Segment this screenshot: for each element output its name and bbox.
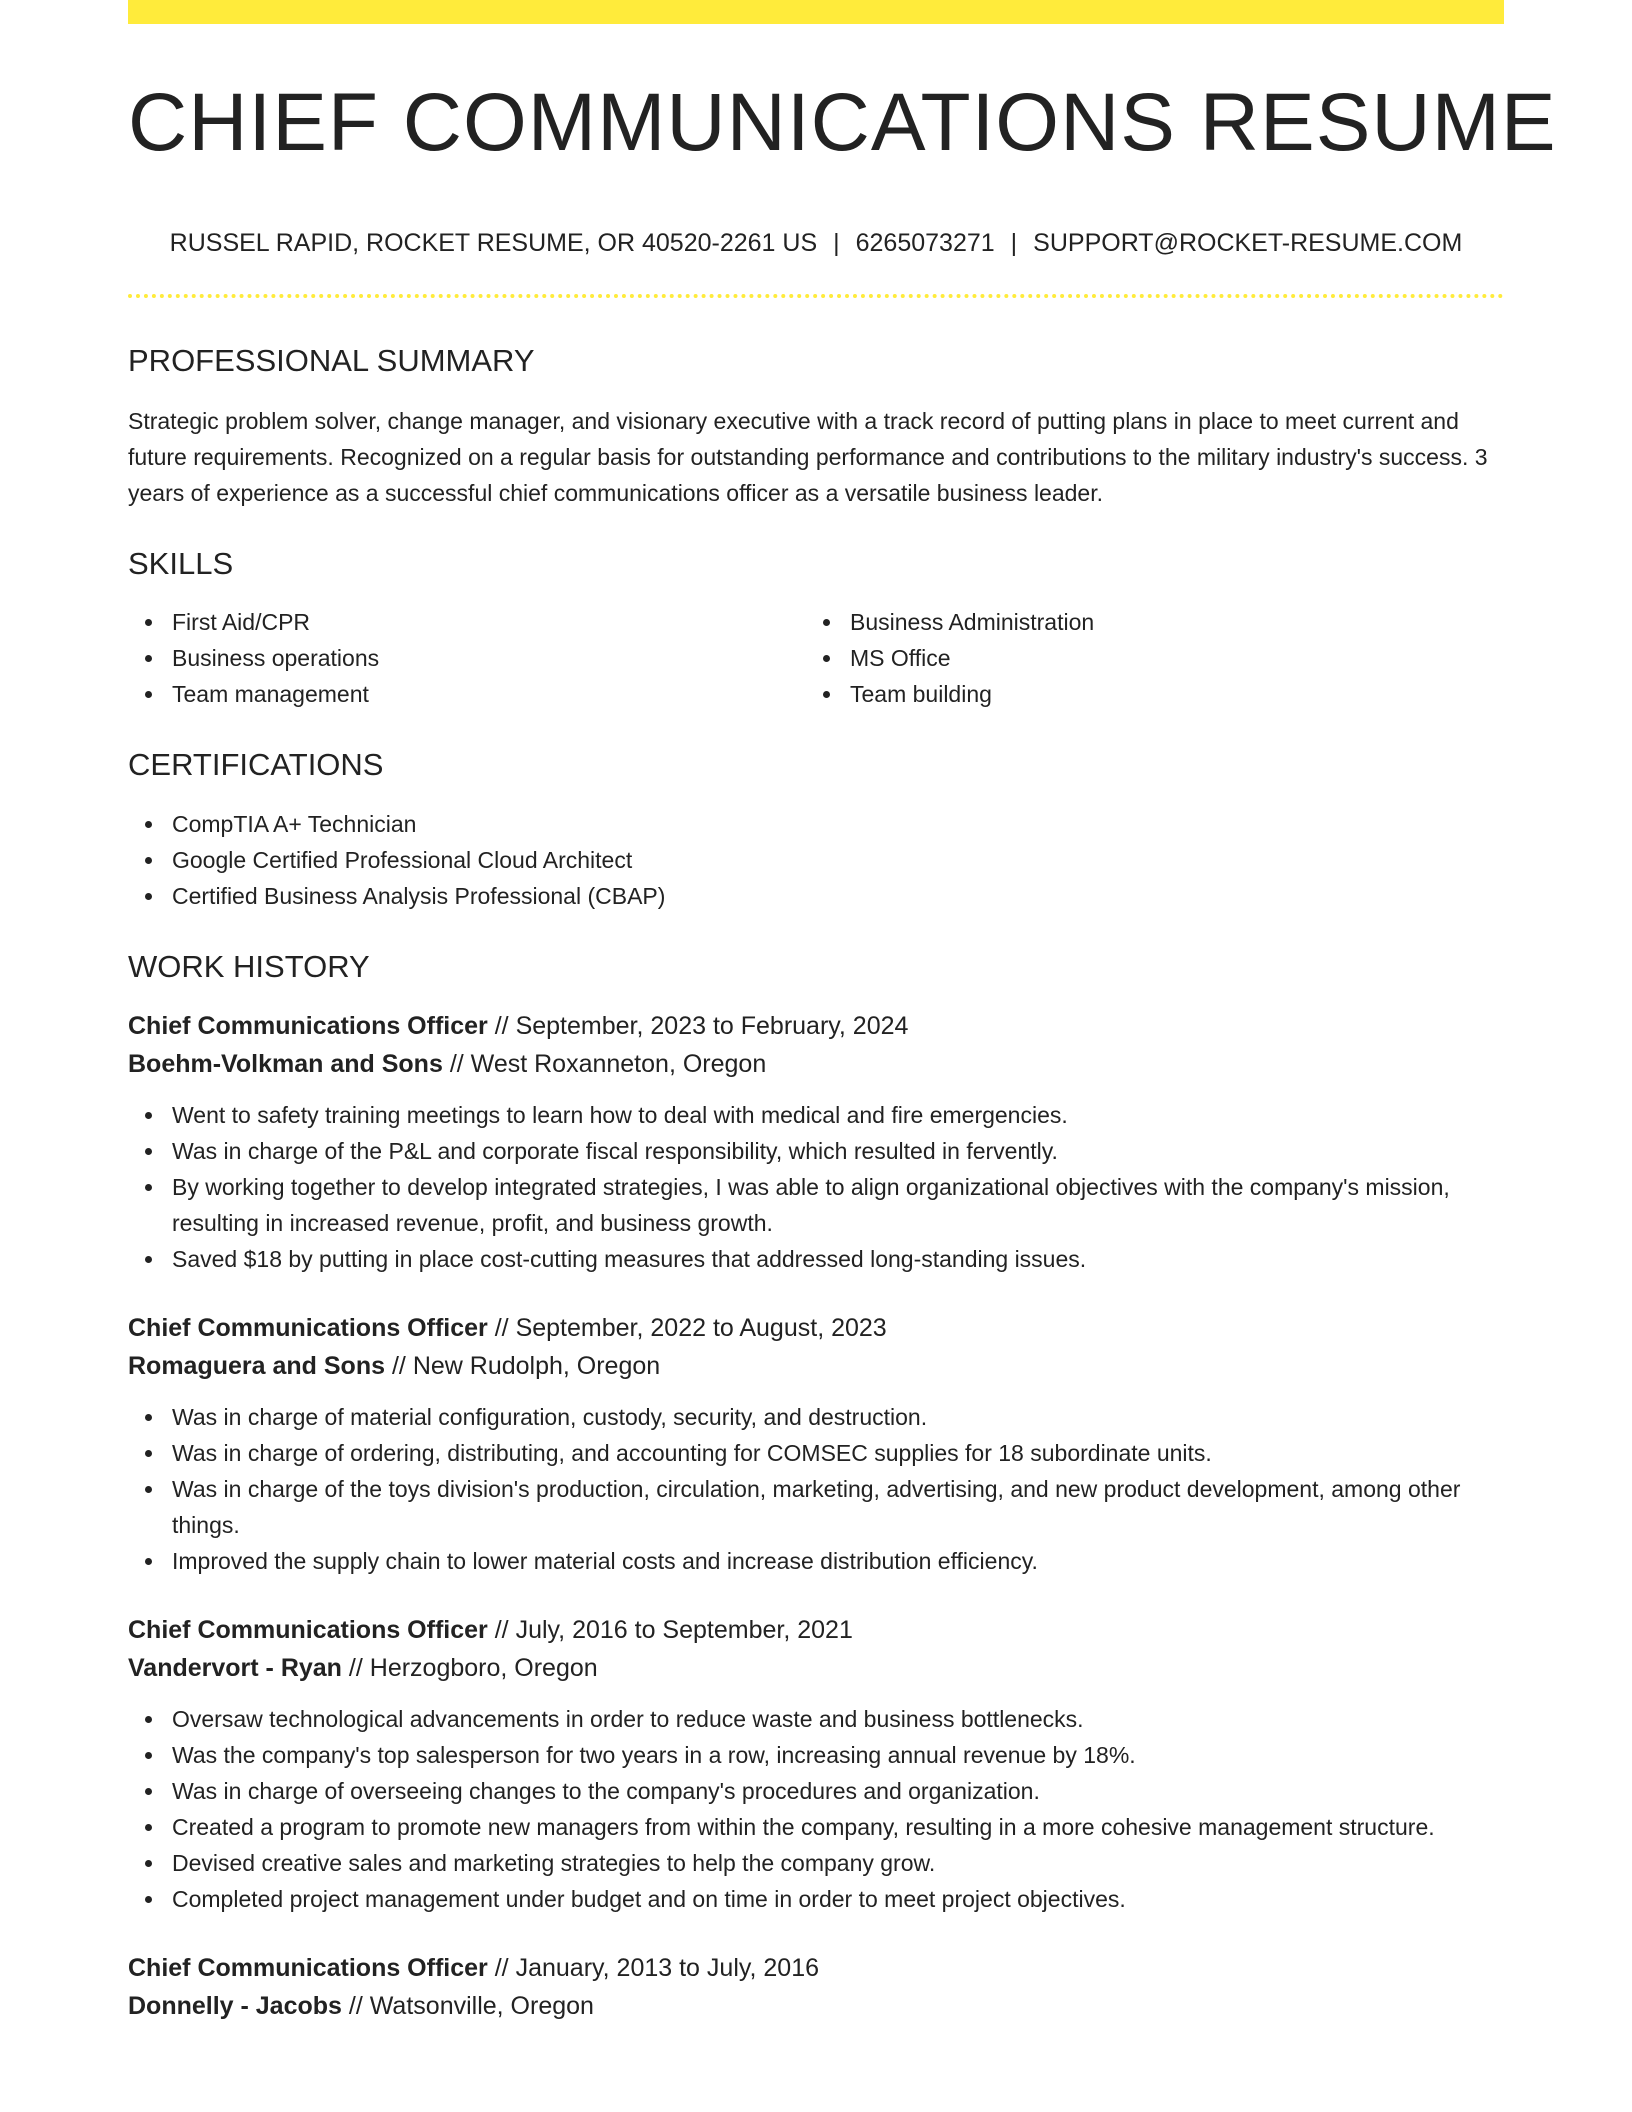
contact-line xyxy=(128,228,1504,258)
skill-item: Business Administration xyxy=(850,604,1484,640)
skills-grid xyxy=(128,604,1504,712)
job-company-line xyxy=(128,1045,1504,1083)
job-dates: September, 2022 to August, 2023 xyxy=(515,1313,887,1342)
job-title: Chief Communications Officer xyxy=(128,1011,488,1040)
job-title-line xyxy=(128,1007,1504,1045)
accent-top-bar xyxy=(128,0,1504,24)
job-bullet: Was in charge of overseeing changes to the company's procedures and organization. xyxy=(172,1773,1504,1809)
job-company: Boehm-Volkman and Sons xyxy=(128,1049,443,1078)
certification-item: Google Certified Professional Cloud Architect xyxy=(172,842,1504,878)
work-history-heading: WORK HISTORY xyxy=(128,948,370,984)
job-bullet: Went to safety training meetings to learn how to deal with medical and fire emergencies. xyxy=(172,1097,1504,1133)
job-title: Chief Communications Officer xyxy=(128,1615,488,1644)
job-company: Romaguera and Sons xyxy=(128,1351,385,1380)
skills-column-left xyxy=(128,604,806,712)
job-divider: // xyxy=(494,1615,509,1644)
job-divider: // xyxy=(494,1011,509,1040)
skill-item: Team management xyxy=(172,676,806,712)
job-dates: January, 2013 to July, 2016 xyxy=(515,1953,820,1982)
job-bullet: Was in charge of ordering, distributing, and accounting for COMSEC supplies for 18 subordinate units. xyxy=(172,1435,1504,1471)
job-bullet: Saved $18 by putting in place cost-cutting measures that addressed long-standing issues. xyxy=(172,1241,1504,1277)
job-title-line xyxy=(128,1309,1504,1347)
skills-heading: SKILLS xyxy=(128,546,234,582)
job-bullet-list xyxy=(128,1097,1504,1277)
job-bullet: By working together to develop integrated strategies, I was able to align organizational objectives with the company's mission, resulting in increased revenue, profit, and business growth. xyxy=(172,1169,1504,1241)
job-company: Vandervort - Ryan xyxy=(128,1653,342,1682)
job-bullet: Oversaw technological advancements in order to reduce waste and business bottlenecks. xyxy=(172,1701,1504,1737)
certification-item: CompTIA A+ Technician xyxy=(172,806,1504,842)
job-entry xyxy=(128,1309,1504,1579)
job-company: Donnelly - Jacobs xyxy=(128,1991,342,2020)
job-bullet: Was in charge of material configuration, custody, security, and destruction. xyxy=(172,1399,1504,1435)
certification-item: Certified Business Analysis Professional (CBAP) xyxy=(172,878,1504,914)
job-divider: // xyxy=(449,1049,464,1078)
job-bullet: Was the company's top salesperson for two years in a row, increasing annual revenue by 18%. xyxy=(172,1737,1504,1773)
job-entry xyxy=(128,1949,1504,2025)
job-divider: // xyxy=(348,1991,363,2020)
contact-phone: 6265073271 xyxy=(855,229,995,257)
job-bullet: Created a program to promote new managers from within the company, resulting in a more cohesive management structure. xyxy=(172,1809,1504,1845)
job-bullet: Devised creative sales and marketing strategies to help the company grow. xyxy=(172,1845,1504,1881)
job-title-line xyxy=(128,1611,1504,1649)
job-bullet: Was in charge of the P&L and corporate fiscal responsibility, which resulted in fervently. xyxy=(172,1133,1504,1169)
job-location: Herzogboro, Oregon xyxy=(369,1653,598,1682)
job-bullet: Completed project management under budget and on time in order to meet project objectives. xyxy=(172,1881,1504,1917)
job-location: Watsonville, Oregon xyxy=(369,1991,594,2020)
contact-separator: | xyxy=(1010,229,1018,257)
job-dates: July, 2016 to September, 2021 xyxy=(515,1615,853,1644)
job-bullet-list xyxy=(128,1701,1504,1917)
resume-title: CHIEF COMMUNICATIONS RESUME xyxy=(128,77,1557,168)
summary-text: Strategic problem solver, change manager, and visionary executive with a track record of putting plans in place to meet current and future requirements. Recognized on a regular basis for outstanding performance and contributions to the military industry's success. 3 years of experience as a successful chief communications officer as a versatile business leader. xyxy=(128,408,1488,507)
job-title: Chief Communications Officer xyxy=(128,1313,488,1342)
job-divider: // xyxy=(391,1351,406,1380)
job-bullet: Was in charge of the toys division's production, circulation, marketing, advertising, and new product development, among other things. xyxy=(172,1471,1504,1543)
job-location: West Roxanneton, Oregon xyxy=(470,1049,767,1078)
skill-item: MS Office xyxy=(850,640,1484,676)
job-divider: // xyxy=(348,1653,363,1682)
contact-email: SUPPORT@ROCKET-RESUME.COM xyxy=(1033,229,1463,257)
job-entry xyxy=(128,1007,1504,1277)
job-title-line xyxy=(128,1949,1504,1987)
resume-page xyxy=(128,0,1557,2025)
job-bullet-list xyxy=(128,1399,1504,1579)
job-location: New Rudolph, Oregon xyxy=(412,1351,661,1380)
skill-item: Business operations xyxy=(172,640,806,676)
skill-item: Team building xyxy=(850,676,1484,712)
job-company-line xyxy=(128,1347,1504,1385)
certifications-list xyxy=(128,806,1504,914)
certifications-heading: CERTIFICATIONS xyxy=(128,747,384,783)
dotted-divider xyxy=(128,294,1504,298)
job-bullet: Improved the supply chain to lower material costs and increase distribution efficiency. xyxy=(172,1543,1504,1579)
job-entry xyxy=(128,1611,1504,1917)
job-company-line xyxy=(128,1987,1504,2025)
skill-item: First Aid/CPR xyxy=(172,604,806,640)
job-divider: // xyxy=(494,1953,509,1982)
job-title: Chief Communications Officer xyxy=(128,1953,488,1982)
job-dates: September, 2023 to February, 2024 xyxy=(515,1011,909,1040)
summary-heading: PROFESSIONAL SUMMARY xyxy=(128,343,535,378)
contact-address: RUSSEL RAPID, ROCKET RESUME, OR 40520-2261 US xyxy=(169,229,818,257)
contact-separator: | xyxy=(833,229,840,257)
job-company-line xyxy=(128,1649,1504,1687)
skills-column-right xyxy=(806,604,1484,712)
job-divider: // xyxy=(494,1313,509,1342)
